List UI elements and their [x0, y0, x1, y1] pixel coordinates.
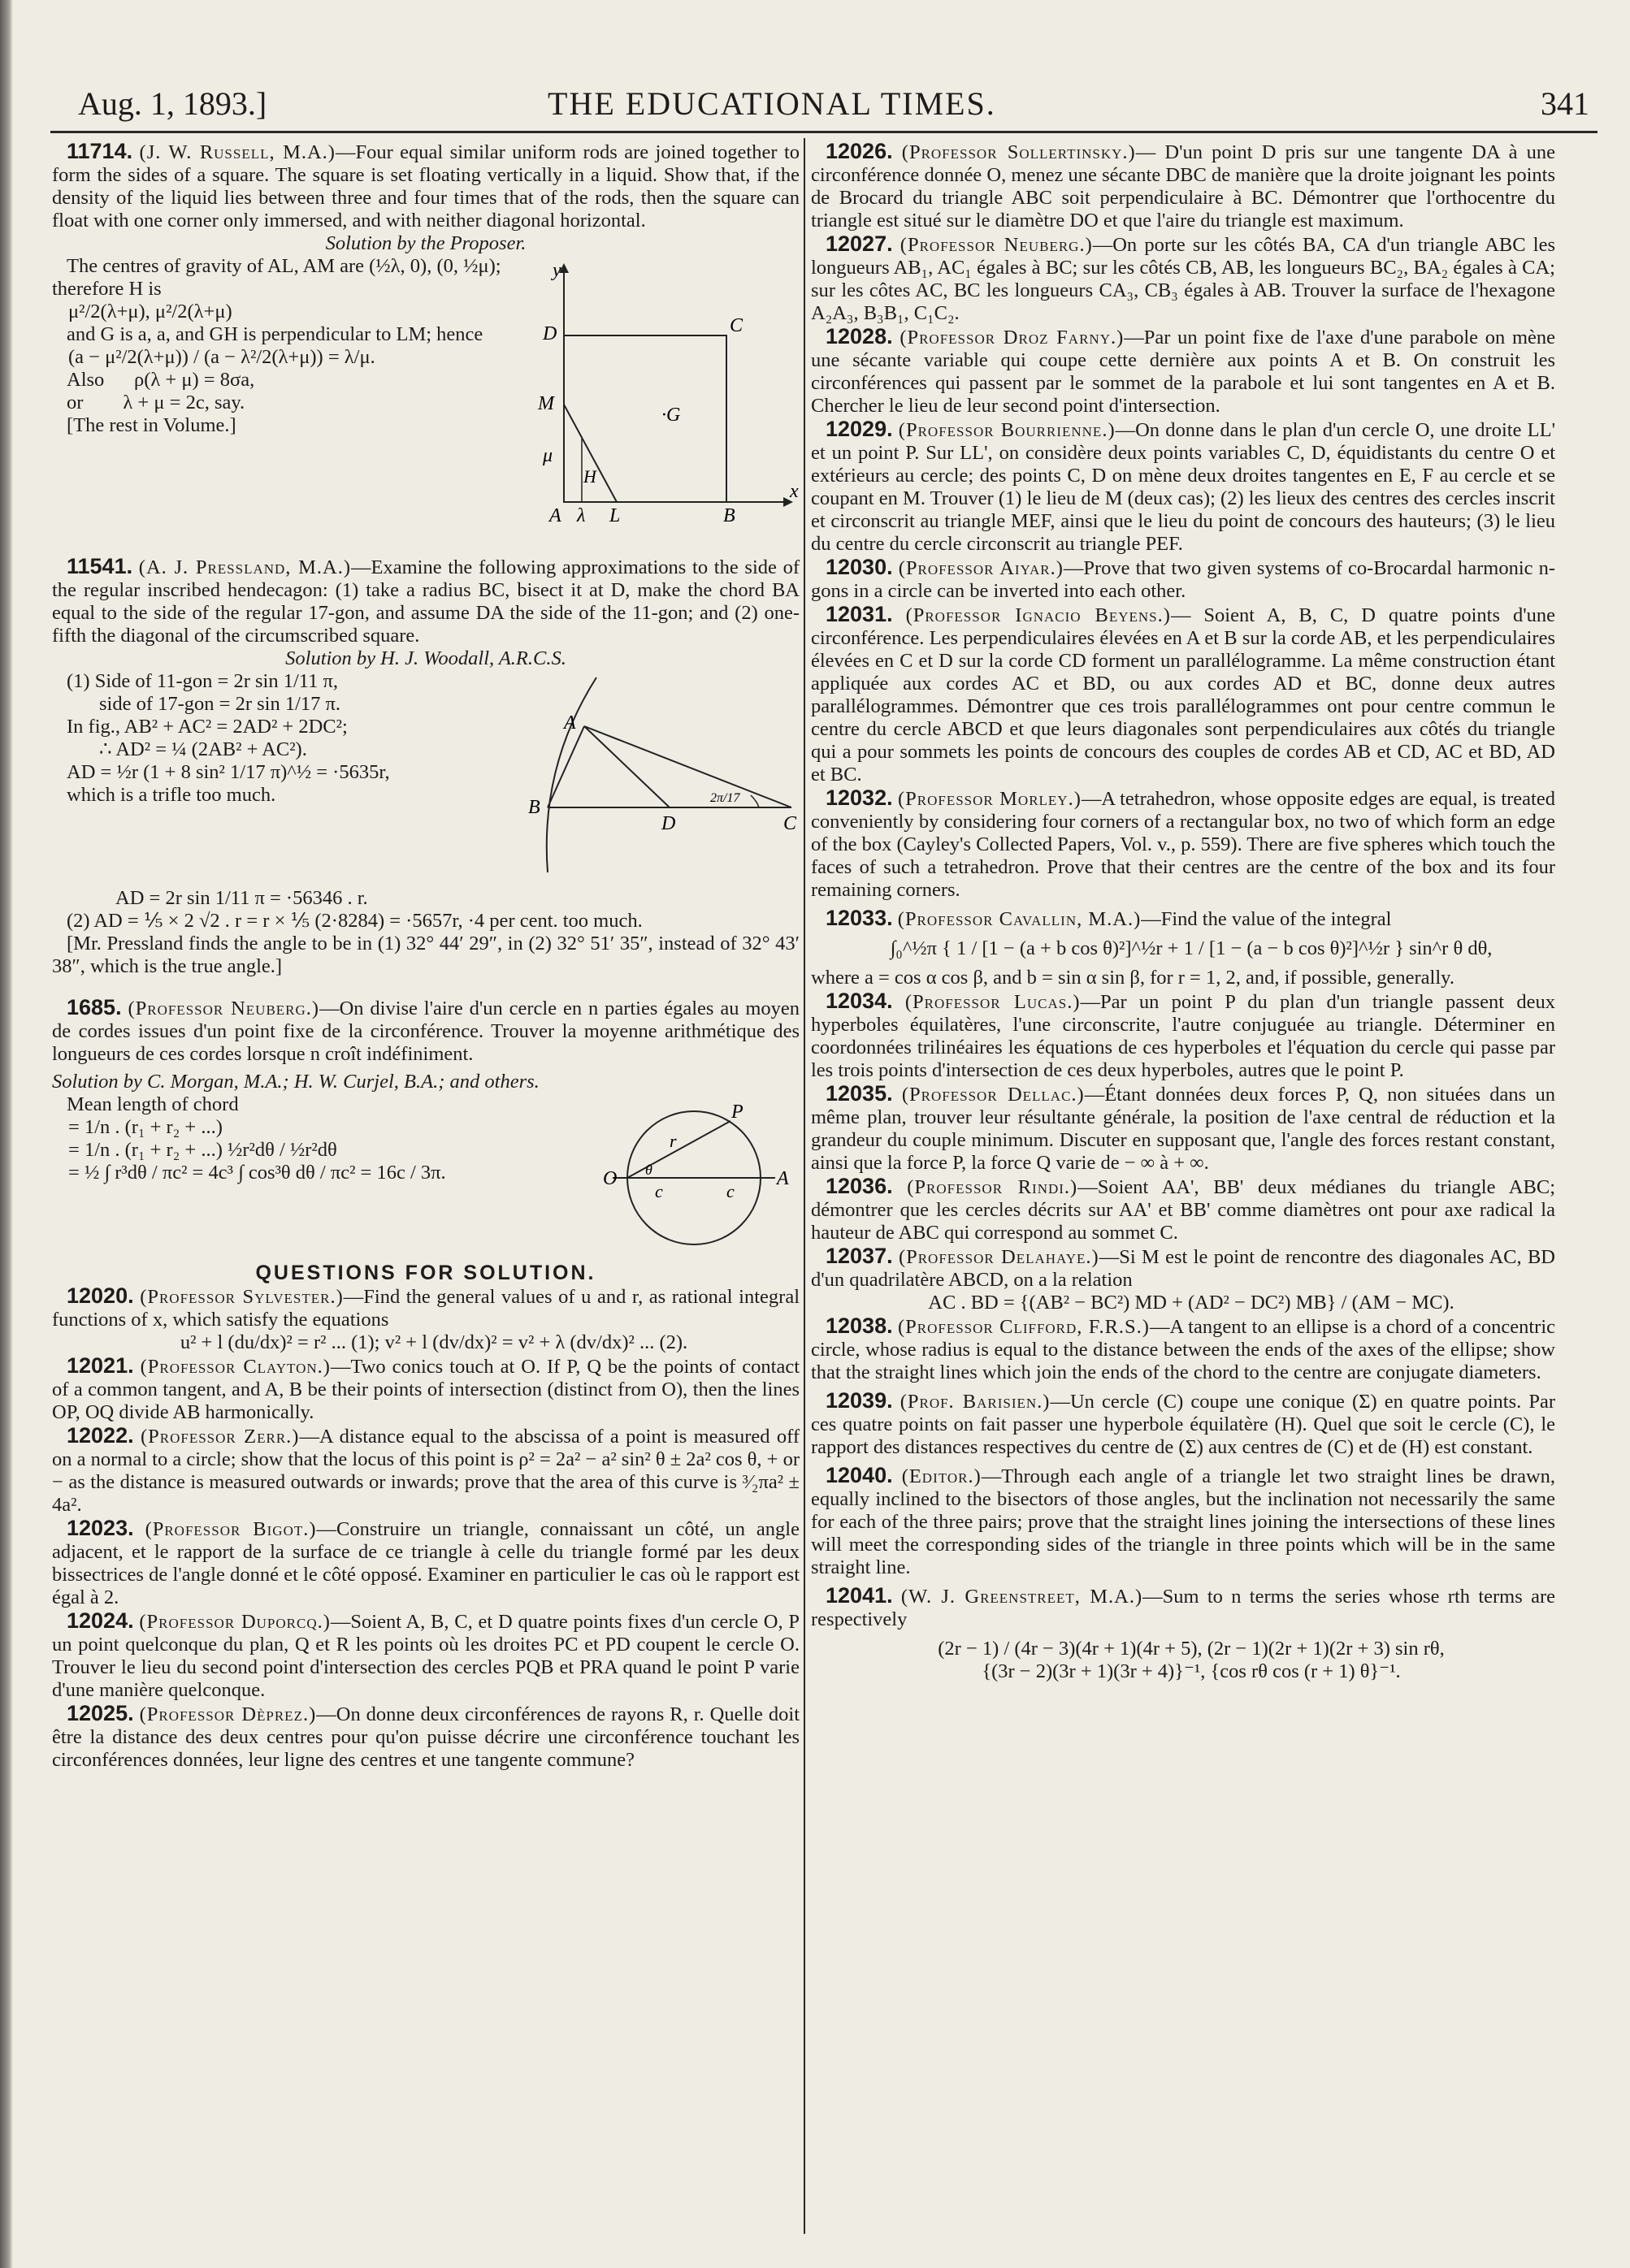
question-12033: 12033. (Professor Cavallin, M.A.)—Find the value of the integral — [826, 906, 1392, 930]
square-figure — [531, 258, 800, 532]
fig1-label-x: x — [790, 481, 799, 502]
question-12030: 12030. (Professor Aiyar.)—Prove that two given systems of co-Brocardal harmonic n-gons in a circle can be inverted into each other. — [811, 555, 1556, 602]
circle-chord-figure — [588, 1097, 800, 1257]
fig3-label-O: O — [603, 1168, 618, 1189]
fig1-label-M: M — [538, 393, 554, 414]
question-12022: 12022. (Professor Zerr.)—A distance equal to the abscissa of a point is measured off on a normal to a circle; show that the locus of this point is ρ² = 2a² − a² sin² θ ± 2a² cos θ, + or − as the distance is measured outwards or inwards; prove that the area of this curve is ³⁄₂πa² ± 4a². — [52, 1423, 800, 1516]
question-12038: 12038. (Professor Clifford, F.R.S.)—A tangent to an ellipse is a chord of a concentric circle, whose radius is equal to the distance between the ends of the axes of the ellipse; show that the straight lines which join the ends of the chord to the centre are conjugate diameters. — [811, 1314, 1556, 1383]
page-gutter-shadow — [0, 0, 13, 2268]
left-column: 11714. (J. W. Russell, M.A.)—Four equal similar uniform rods are joined together to form the sides of a square. The square is set floating vertically in a liquid. Show that, if the density of the liquid lies between three and four times that of the rods, then the square can float with one corner only immersed, and with neither diagonal horizontal. Solution by the Proposer. y x D C M ·G μ H A λ L B The centres of gravity of AL, AM are (½λ, 0), (0, ½μ); therefore H is μ²/2(λ+μ), μ²/2(λ+μ) and G is a, a, and GH is perpendicular to LM; hence (a − μ²/2(λ+μ)) / (a − λ²/2(λ+μ)) = λ/μ. Also ρ(λ + μ) = 8σa, or λ + μ = 2c, say. [The rest in Volume.] 11541. (A. J. Pressland, M.A.)—Examine the following approximations to the side of the regular inscribed hendecagon: (1) take a radius BC, bisect it at D, make the chord BA equal to the side of the regular 17-gon, and assume DA the side of the 11-gon; and (2) one-fifth the diagonal of the circumscribed square. Solution by H. J. Woodall, A.R.C.S. A B D C 2π/17 (1) Side of 11-gon = 2r sin 1/11 π, side of 17-gon = 2r sin 1/17 π. In fig., AB² + AC² = 2AD² + 2DC²; ∴ AD² = ¼ (2AB² + AC²). AD = ½r (1 + 8 sin² 1/17 π)^½ = ·5635r, which is a trifle too much. AD = 2r sin 1/11 π = ·56346 . r. (2) AD = ⅕ × 2 √2 . r = r × ⅕ (2·8284) = ·5657r, ·4 per cent. too much. [Mr. Pressland finds the angle to be in (1) 32° 44′ 29″, in (2) 32° 51′ 35″, instead of 32° 43′ 38″, which is the true angle.] 1685. (Professor Neuberg.)—On divise l'aire d'un cercle en n parties égales au moyen de cordes issues d'un point fixe de la circonférence. Trouver la moyenne arithmétique des longueurs de ces cordes lorsque n croît indéfiniment. Solution by C. Morgan, M.A.; H. W. Curjel, B.A.; and others. P O A c c r θ Mean length of chord = 1/n . (r₁ + r₂ + ...) = 1/n . (r₁ + r₂ + ...) ½r²dθ / ½r²dθ = ½ ∫ r³dθ / πc² = 4c³ ∫ cos³θ dθ / πc² = 16c / 3π. QUESTIONS FOR SOLUTION. 12020. (Professor Sylvester.)—Find the general values of u and r, as rational integral functions of x, which satisfy the equations u² + l (du/dx)² = r² ... (1); v² + l (dv/dx)² = v² + λ (dv/dx)² ... (2). 12021. (Professor Clayton.)—Two conics touch at O. If P, Q be the points of contact of a common tangent, and A, B be their points of intersection (distinct from O), then the lines OP, OQ divide AB harmonically. 12022. (Professor Zerr.)—A distance equal to the abscissa of a point is measured off on a normal to a circle; show that the locus of this point is ρ² = 2a² − a² sin² θ ± 2a² cos θ, + or − as the distance is measured outwards or inwards; prove that the area of this curve is ³⁄₂πa² ± 4a². 12023. (Professor Bigot.)—Construire un triangle, connaissant un côté, un angle adjacent, et le rapport de la surface de ce triangle à celle du triangle formé par les deux bissectrices de l'angle donné et le côté opposé. Examiner en particulier le cas où le rapport est égal à 2. 12024. (Professor Duporcq.)—Soient A, B, C, et D quatre points fixes d'un cercle O, P un point quelconque du plan, Q et R les points où les droites PC et PD coupent le cercle O. Trouver le lieu du second point d'intersection des cercles PQB et PRA quand le point P varie d'une manière quelconque. 12025. (Professor Dèprez.)—On donne deux circonférences de rayons R, r. Quelle doit être la distance des deux centres pour qu'on puisse décrire une circonférence touchant les circonférences données, leur ligne des centres et une tangente commune? — [52, 139, 800, 1771]
solution-heading: Solution by C. Morgan, M.A.; H. W. Curjel, B.A.; and others. — [52, 1071, 540, 1093]
solution-heading: Solution by the Proposer. — [325, 232, 527, 254]
fig1-label-C: C — [730, 315, 743, 336]
fig3-label-P: P — [731, 1102, 743, 1123]
right-column: 12026. (Professor Sollertinsky.)— D'un point D pris sur une tangente DA à une circonférence donnée O, menez une sécante DBC de manière que la droite joignant les points de Brocard du triangle ABC soit perpendiculaire à BC. Démontrer que l'orthocentre du triangle est situé sur le diamètre DO et que l'aire du triangle est maximum. 12027. (Professor Neuberg.)—On porte sur les côtés BA, CA d'un triangle ABC les longueurs AB₁, AC₁ égales à BC; sur les côtés CB, AB, les longueurs BC₂, BA₂ égales à CA; sur les côtes AC, BC les longueurs CA₃, CB₃ égales à AB. Trouver la surface de l'hexagone A₂A₃, B₃B₁, C₁C₂. 12028. (Professor Droz Farny.)—Par un point fixe de l'axe d'une parabole on mène une sécante variable qui coupe cette dernière aux points A et B. On construit les circonférences qui passent par le sommet de la parabole et lui sont tangentes en A et B. Chercher le lieu de leur second point d'intersection. 12029. (Professor Bourrienne.)—On donne dans le plan d'un cercle O, une droite LL' et un point P. Sur LL', on considère deux points variables C, D, équidistants du centre O et extérieurs au cercle; des points C, D on mène deux droites tangentes en E, F au cercle et se coupant en M. Trouver (1) le lieu de M (deux cas); (2) les lieux des centres des cercles inscrit et circonscrit au triangle MEF, ainsi que le lieu du point de concours des hauteurs; (3) le lieu du centre du cercle circonscrit au triangle PEF. 12030. (Professor Aiyar.)—Prove that two given systems of co-Brocardal harmonic n-gons in a circle can be inverted into each other. 12031. (Professor Ignacio Beyens.)— Soient A, B, C, D quatre points d'une circonférence. Les perpendiculaires élevées en A et B sur la corde AB, et les perpendiculaires élevées en C et D sur la corde CD forment un parallélogramme. La même construction étant appliquée aux cordes AC et BD, ou aux cordes AD et BC, donne deux autres parallélogrammes. Démontrer que ces trois parallélogrammes ont pour centre commun le centre du cercle ABCD et que leurs diagonales sont perpendiculaires aux côtés du triangle qui a pour sommets les points de concours des couples de cordes AB et CD, AC et BD, AD et BC. 12032. (Professor Morley.)—A tetrahedron, whose opposite edges are equal, is treated conveniently by considering four corners of a rectangular box, no two of which form an edge of the box (Cayley's Collected Papers, Vol. v., p. 559). There are five spheres which touch the faces of such a tetrahedron. Prove that their centres are the centre of the box and its four remaining corners. 12033. (Professor Cavallin, M.A.)—Find the value of the integral ∫₀^½π { 1 / [1 − (a + b cos θ)²]^½r + 1 / [1 − (a − b cos θ)²]^½r } sin^r θ dθ, where a = cos α cos β, and b = sin α sin β, for r = 1, 2, and, if possible, generally. 12034. (Professor Lucas.)—Par un point P du plan d'un triangle passent deux hyperboles équilatères, l'une circonscrite, l'autre conjuguée au triangle. Déterminer en coordonnées trilinéaires les équations de ces hyperboles et l'équation du cercle qui passe par les trois points d'intersection de ces deux hyperboles, autres que le point P. 12035. (Professor Dellac.)—Étant données deux forces P, Q, non situées dans un même plan, trouver leur résultante générale, la position de l'axe central de réduction et la grandeur du couple minimum. Discuter en supposant que, l'angle des forces restant constant, ainsi que la force P, la force Q varie de − ∞ à + ∞. 12036. (Professor Rindi.)—Soient AA', BB' deux médianes du triangle ABC; démontrer que les cercles décrits sur AA' et BB' comme diamètres ont pour axe radical la hauteur de ABC qui correspond au sommet C. 12037. (Professor Delahaye.)—Si M est le point de rencontre des diagonales AC, BD d'un quadrilatère ABCD, on a la relation AC . BD = {(AB² − BC²) MD + (AD² − DC²) MB} / (AM − MC). 12038. (Professor Clifford, F.R.S.)—A tangent to an ellipse is a chord of a concentric circle, whose radius is equal to the distance between the ends of the axes of the ellipse; show that the straight lines which join the ends of the chord to the centre are conjugate diameters. 12039. (Prof. Barisien.)—Un cercle (C) coupe une conique (Σ) en quatre points. Par ces quatre points on fait passer une hyperbole équilatère (H). Quel que soit le cercle (C), le rapport des distances respectives du centre de (Σ) aux centres de (C) et de (H) est constant. 12040. (Editor.)—Through each angle of a triangle let two straight lines be drawn, equally inclined to the bisectors of those angles, but the inclination not necessarily the same for each of the three pairs; prove that the straight lines joining the intersections of these lines will meet the corresponding sides of the triangle in three points which will be in the same straight line. 12041. (W. J. Greenstreet, M.A.)—Sum to n terms the series whose rth terms are respectively (2r − 1) / (4r − 3)(4r + 1)(4r + 5), (2r − 1)(2r + 1)(2r + 3) sin rθ, {(3r − 2)(3r + 1)(3r + 4)}⁻¹, {cos rθ cos (r + 1) θ}⁻¹. — [811, 139, 1556, 1682]
fig1-label-D: D — [543, 323, 557, 344]
fig1-label-H: H — [583, 466, 596, 487]
question-12024: 12024. (Professor Duporcq.)—Soient A, B, C, et D quatre points fixes d'un cercle O, P un point quelconque du plan, Q et R les points où les droites PC et PD coupent le cercle O. Trouver le lieu du second point d'intersection des cercles PQB et PRA quand le point P varie d'une manière quelconque. — [52, 1608, 800, 1701]
problem-11541: 11541. (A. J. Pressland, M.A.)—Examine the following approximations to the side of the regular inscribed hendecagon: (1) take a radius BC, bisect it at D, make the chord BA equal to the side of the regular 17-gon, and assume DA the side of the 11-gon; and (2) one-fifth the diagonal of the circumscribed square. — [52, 554, 800, 647]
fig3-label-A: A — [777, 1168, 789, 1189]
problem-11714: 11714. (J. W. Russell, M.A.)—Four equal similar uniform rods are joined together to form the sides of a square. The square is set floating vertically in a liquid. Show that, if the density of the liquid lies between three and four times that of the rods, then the square can float with one corner only immersed, and with neither diagonal horizontal. — [52, 139, 800, 232]
question-12025: 12025. (Professor Dèprez.)—On donne deux circonférences de rayons R, r. Quelle doit être la distance des deux centres pour qu'on puisse décrire une circonférence touchant les circonférences données, leur ligne des centres et une tangente commune? — [52, 1701, 800, 1771]
question-12040: 12040. (Editor.)—Through each angle of a triangle let two straight lines be drawn, equally inclined to the bisectors of those angles, but the inclination not necessarily the same for each of the three pairs; prove that the straight lines joining the intersections of these lines will meet the corresponding sides of the triangle in three points which will be in the same straight line. — [811, 1463, 1556, 1578]
question-12032: 12032. (Professor Morley.)—A tetrahedron, whose opposite edges are equal, is treated conveniently by considering four corners of a rectangular box, no two of which form an edge of the box (Cayley's Collected Papers, Vol. v., p. 559). There are five spheres which touch the faces of such a tetrahedron. Prove that their centres are the centre of the box and its four remaining corners. — [811, 786, 1555, 901]
fig2-label-C: C — [783, 813, 797, 834]
column-divider — [804, 138, 805, 2234]
fig1-label-A: A — [549, 505, 561, 526]
fig1-label-B: B — [723, 505, 735, 526]
header-page-number: 341 — [1541, 85, 1589, 122]
fig1-label-G: ·G — [661, 405, 681, 426]
question-12020: 12020. (Professor Sylvester.)—Find the general values of u and r, as rational integral functions of x, which satisfy the equations — [52, 1283, 800, 1331]
question-12037: 12037. (Professor Delahaye.)—Si M est le point de rencontre des diagonales AC, BD d'un quadrilatère ABCD, on a la relation — [811, 1244, 1555, 1291]
hendecagon-figure — [523, 673, 800, 882]
fig3-label-r: r — [670, 1131, 677, 1151]
fig2-label-angle: 2π/17 — [710, 791, 740, 805]
fig1-label-y: y — [553, 260, 561, 281]
fig3-label-theta: θ — [645, 1162, 652, 1178]
question-12041: 12041. (W. J. Greenstreet, M.A.)—Sum to n terms the series whose rth terms are respectively — [811, 1583, 1555, 1630]
fig2-label-D: D — [661, 813, 676, 834]
header-rule — [50, 131, 1597, 133]
page-header — [50, 84, 1597, 125]
fig1-label-lambda: λ — [577, 505, 586, 526]
question-12035: 12035. (Professor Dellac.)—Étant données deux forces P, Q, non situées dans un même plan, trouver leur résultante générale, la position de l'axe central de réduction et la grandeur du couple minimum. Discuter en supposant que, l'angle des forces restant constant, ainsi que la force P, la force Q varie de − ∞ à + ∞. — [811, 1081, 1556, 1174]
question-12027: 12027. (Professor Neuberg.)—On porte sur les côtés BA, CA d'un triangle ABC les longueurs AB₁, AC₁ égales à BC; sur les côtés CB, AB, les longueurs BC₂, BA₂ égales à CA; sur les côtes AC, BC les longueurs CA₃, CB₃ égales à AB. Trouver la surface de l'hexagone A₂A₃, B₃B₁, C₁C₂. — [811, 232, 1556, 324]
header-title: THE EDUCATIONAL TIMES. — [548, 85, 996, 122]
fig1-label-L: L — [609, 505, 621, 526]
fig2-label-B: B — [528, 797, 540, 818]
solution-heading: Solution by H. J. Woodall, A.R.C.S. — [285, 647, 566, 669]
fig3-label-c2: c — [726, 1181, 735, 1201]
fig1-label-mu: μ — [543, 445, 553, 466]
question-12039: 12039. (Prof. Barisien.)—Un cercle (C) coupe une conique (Σ) en quatre points. Par ces quatre points on fait passer une hyperbole équilatère (H). Quel que soit le cercle (C), le rapport des distances respectives du centre de (Σ) aux centres de (C) et de (H) est constant. — [811, 1388, 1556, 1458]
question-12029: 12029. (Professor Bourrienne.)—On donne dans le plan d'un cercle O, une droite LL' et un point P. Sur LL', on considère deux points variables C, D, équidistants du centre O et extérieurs au cercle; des points C, D on mène deux droites tangentes en E, F au cercle et se coupant en M. Trouver (1) le lieu de M (deux cas); (2) les lieux des centres des cercles inscrit et circonscrit au triangle MEF, ainsi que le lieu du point de concours des hauteurs; (3) le lieu du centre du cercle circonscrit au triangle PEF. — [811, 417, 1556, 555]
question-12023: 12023. (Professor Bigot.)—Construire un triangle, connaissant un côté, un angle adjacent, et le rapport de la surface de ce triangle à celle du triangle formé par les deux bissectrices de l'angle donné et le côté opposé. Examiner en particulier le cas où le rapport est égal à 2. — [52, 1516, 800, 1608]
question-12026: 12026. (Professor Sollertinsky.)— D'un point D pris sur une tangente DA à une circonférence donnée O, menez une sécante DBC de manière que la droite joignant les points de Brocard du triangle ABC soit perpendiculaire à BC. Démontrer que l'orthocentre du triangle est situé sur le diamètre DO et que l'aire du triangle est maximum. — [811, 139, 1555, 232]
fig3-label-c1: c — [655, 1181, 663, 1201]
question-12028: 12028. (Professor Droz Farny.)—Par un point fixe de l'axe d'une parabole on mène une sécante variable qui coupe cette dernière aux points A et B. On construit les circonférences qui passent par le sommet de la parabole et lui sont tangentes en A et B. Chercher le lieu de leur second point d'intersection. — [811, 324, 1556, 417]
problem-1685: 1685. (Professor Neuberg.)—On divise l'aire d'un cercle en n parties égales au moyen de cordes issues d'un point fixe de la circonférence. Trouver la moyenne arithmétique des longueurs de ces cordes lorsque n croît indéfiniment. — [52, 995, 800, 1065]
question-12021: 12021. (Professor Clayton.)—Two conics touch at O. If P, Q be the points of contact of a common tangent, and A, B be their points of intersection (distinct from O), then the lines OP, OQ divide AB harmonically. — [52, 1353, 800, 1423]
fig2-label-A: A — [564, 712, 576, 734]
question-12031: 12031. (Professor Ignacio Beyens.)— Soient A, B, C, D quatre points d'une circonférence. Les perpendiculaires élevées en A et B sur la corde AB, et les perpendiculaires élevées en C et D sur la corde CD forment un parallélogramme. La même construction étant appliquée aux cordes AC et BD, ou aux cordes AD et BC, donne deux autres parallélogrammes. Démontrer que ces trois parallélogrammes ont pour centre commun le centre du cercle ABCD et que leurs diagonales sont perpendiculaires aux côtés du triangle qui a pour sommets les points de concours des couples de cordes AB et CD, AC et BD, AD et BC. — [811, 602, 1556, 786]
question-12036: 12036. (Professor Rindi.)—Soient AA', BB' deux médianes du triangle ABC; démontrer que les cercles décrits sur AA' et BB' comme diamètres ont pour axe radical la hauteur de ABC qui correspond au sommet C. — [811, 1174, 1555, 1244]
questions-heading: QUESTIONS FOR SOLUTION. — [255, 1262, 596, 1284]
header-date: Aug. 1, 1893.] — [78, 85, 267, 122]
question-12034: 12034. (Professor Lucas.)—Par un point P du plan d'un triangle passent deux hyperboles équilatères, l'une circonscrite, l'autre conjuguée au triangle. Déterminer en coordonnées trilinéaires les équations de ces hyperboles et l'équation du cercle qui passe par les trois points d'intersection de ces deux hyperboles, autres que le point P. — [811, 989, 1555, 1081]
